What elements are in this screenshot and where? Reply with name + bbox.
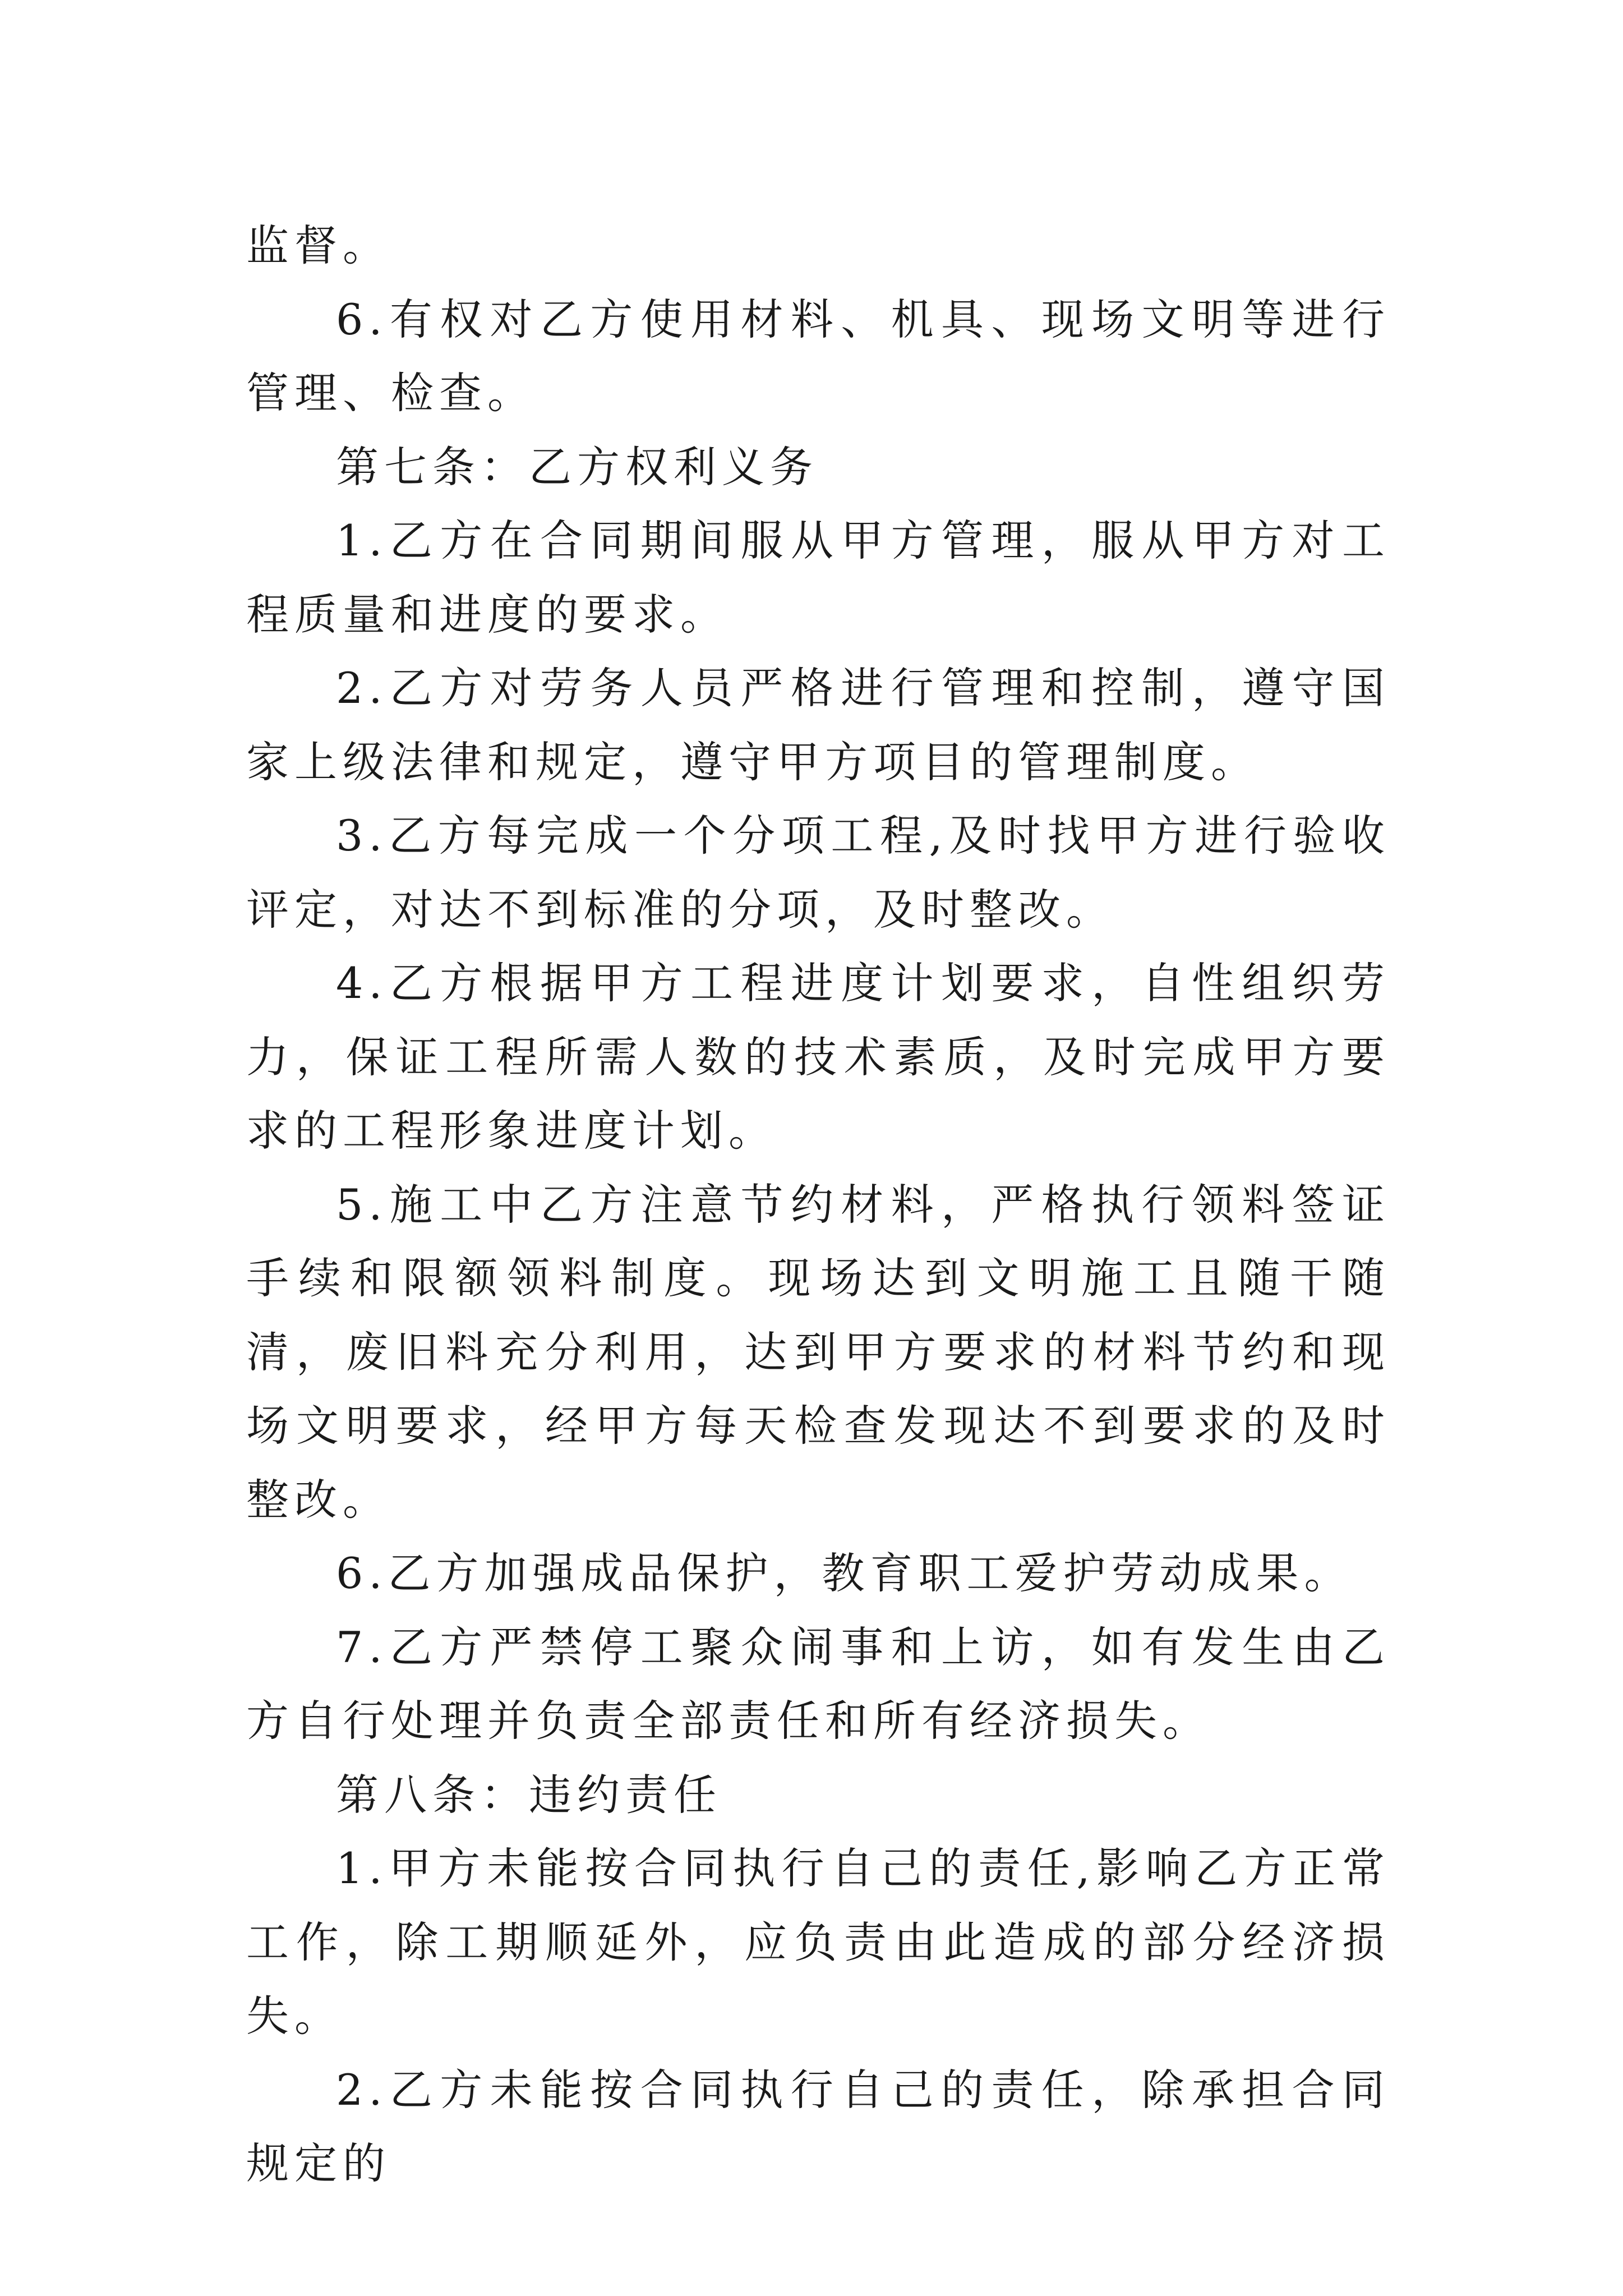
paragraph-article-7-item-5: 5.施工中乙方注意节约材料，严格执行领料签证手续和限额领料制度。现场达到文明施工且随干随清，废旧料充分利用，达到甲方要求的材料节约和现场文明要求，经甲方每天检查发现达不到要求的及时整改。 <box>246 1179 1390 1525</box>
paragraph-article-7-item-3: 3.乙方每完成一个分项工程,及时找甲方进行验收评定，对达不到标准的分项，及时整改。 <box>246 811 1390 935</box>
paragraph-article-8-item-2: 2.乙方未能按合同执行自己的责任，除承担合同规定的 <box>246 2064 1390 2188</box>
section-heading-article-7: 第七条：乙方权利义务 <box>336 441 818 492</box>
paragraph-article-7-item-7: 7.乙方严禁停工聚众闹事和上访，如有发生由乙方自行处理并负责全部责任和所有经济损失。 <box>246 1622 1390 1746</box>
paragraph-item-6-inspection: 6.有权对乙方使用材料、机具、现场文明等进行管理、检查。 <box>246 294 1390 418</box>
paragraph-continuation: 监督。 <box>246 220 391 270</box>
paragraph-article-7-item-2: 2.乙方对劳务人员严格进行管理和控制，遵守国家上级法律和规定，遵守甲方项目的管理制度。 <box>246 663 1390 787</box>
paragraph-article-7-item-4: 4.乙方根据甲方工程进度计划要求，自性组织劳力，保证工程所需人数的技术素质，及时完成甲方要求的工程形象进度计划。 <box>246 958 1390 1156</box>
paragraph-article-7-item-1: 1.乙方在合同期间服从甲方管理，服从甲方对工程质量和进度的要求。 <box>246 516 1390 639</box>
paragraph-article-7-item-6: 6.乙方加强成品保护，教育职工爱护劳动成果。 <box>336 1548 1353 1598</box>
paragraph-article-8-item-1: 1.甲方未能按合同执行自己的责任,影响乙方正常工作，除工期顺延外，应负责由此造成的部分经济损失。 <box>246 1843 1390 2041</box>
document-body <box>246 209 1390 2201</box>
section-heading-article-8: 第八条：违约责任 <box>336 1769 722 1820</box>
